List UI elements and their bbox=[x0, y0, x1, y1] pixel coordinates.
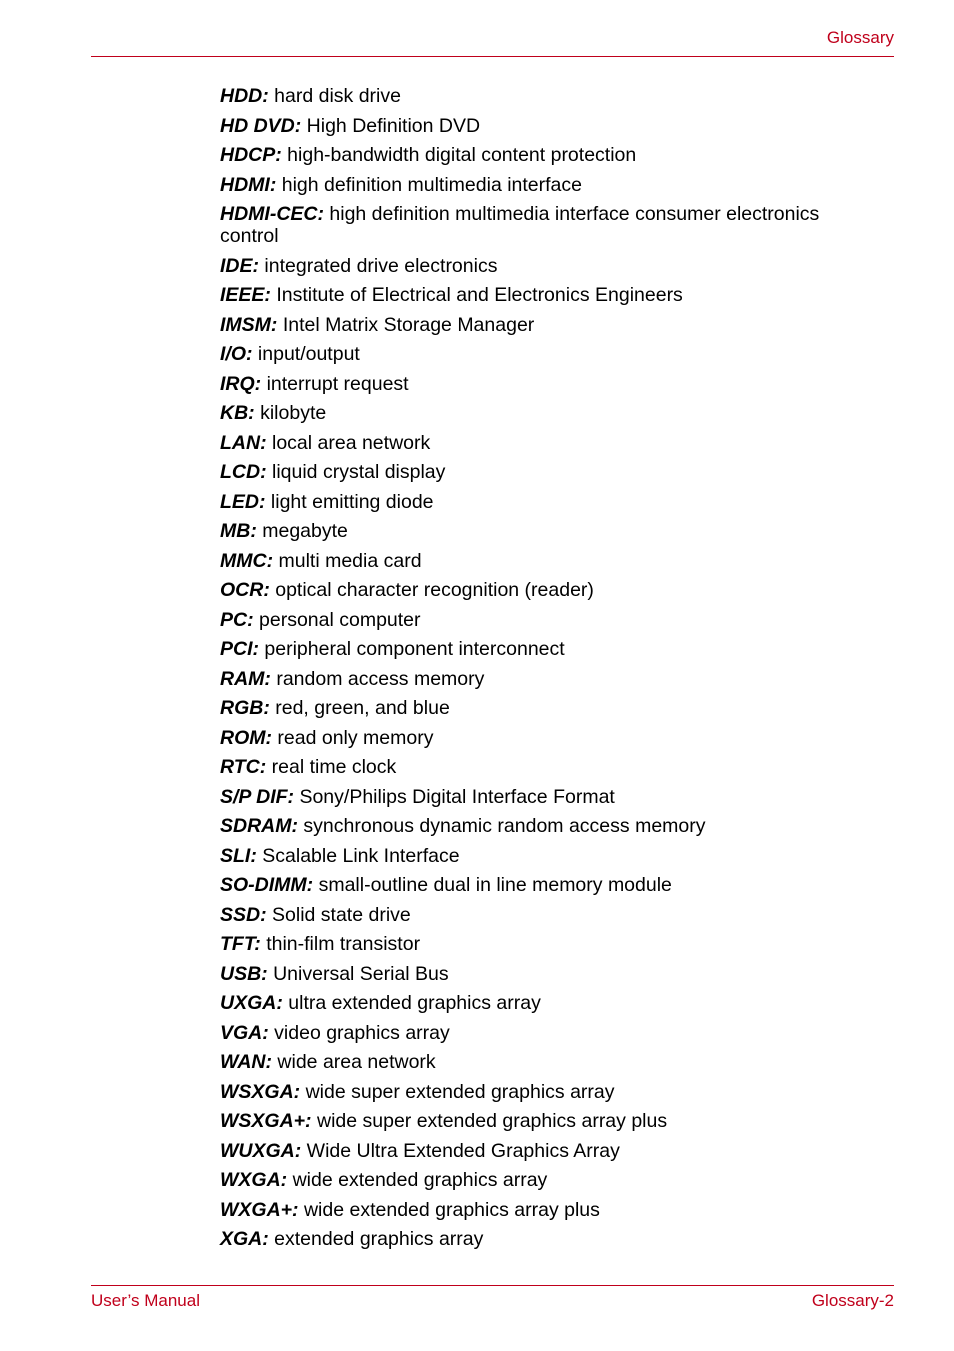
footer-page-number: Glossary-2 bbox=[811, 1291, 894, 1310]
glossary-entry bbox=[220, 550, 860, 572]
glossary-term: MMC: bbox=[220, 549, 274, 572]
glossary-definition: wide super extended graphics array plus bbox=[311, 1110, 668, 1132]
glossary-entry bbox=[220, 144, 860, 166]
glossary-definition: wide super extended graphics array bbox=[300, 1080, 615, 1103]
glossary-term: TFT: bbox=[220, 933, 261, 955]
glossary-entry bbox=[220, 697, 860, 719]
glossary-entry bbox=[220, 174, 860, 196]
glossary-entry bbox=[220, 115, 860, 137]
glossary-term: USB: bbox=[220, 962, 268, 985]
glossary-entry bbox=[220, 314, 860, 336]
glossary-entry bbox=[220, 1022, 860, 1044]
glossary-entry bbox=[220, 1199, 860, 1221]
footer-manual-title: User’s Manual bbox=[91, 1291, 200, 1310]
glossary-definition: multi media card bbox=[273, 549, 422, 572]
glossary-term: KB: bbox=[220, 402, 255, 424]
glossary-definition: integrated drive electronics bbox=[259, 254, 498, 277]
glossary-definition: extended graphics array bbox=[268, 1228, 484, 1250]
glossary-term: PC: bbox=[220, 608, 254, 631]
glossary-entry bbox=[220, 85, 860, 107]
glossary-entry bbox=[220, 579, 860, 601]
footer-divider bbox=[91, 1285, 894, 1286]
glossary-term: MB: bbox=[220, 520, 257, 542]
glossary-definition: red, green, and blue bbox=[269, 697, 450, 719]
glossary-term: WXGA+: bbox=[220, 1198, 299, 1221]
glossary-entry bbox=[220, 609, 860, 631]
glossary-definition: Institute of Electrical and Electronics Engineers bbox=[270, 284, 683, 306]
glossary-term: ROM: bbox=[220, 726, 272, 749]
header-divider bbox=[91, 56, 894, 57]
glossary-definition: read only memory bbox=[272, 726, 434, 749]
glossary-term: IDE: bbox=[220, 254, 259, 277]
glossary-definition: Scalable Link Interface bbox=[256, 844, 460, 867]
glossary-definition: high-bandwidth digital content protection bbox=[281, 144, 637, 166]
glossary-entry bbox=[220, 203, 860, 247]
glossary-definition: kilobyte bbox=[254, 402, 327, 424]
glossary-entry bbox=[220, 1081, 860, 1103]
glossary-term: LCD: bbox=[220, 461, 267, 483]
glossary-entry bbox=[220, 874, 860, 896]
glossary-term: SLI: bbox=[220, 844, 257, 867]
glossary-definition: local area network bbox=[266, 431, 431, 454]
glossary-term: HD DVD: bbox=[220, 114, 302, 137]
glossary-definition: interrupt request bbox=[261, 372, 409, 395]
glossary-definition: Sony/Philips Digital Interface Format bbox=[294, 785, 615, 808]
glossary-term: WUXGA: bbox=[220, 1139, 302, 1162]
glossary-term: HDMI: bbox=[220, 173, 277, 196]
glossary-term: S/P DIF: bbox=[220, 785, 295, 808]
glossary-definition: wide extended graphics array bbox=[287, 1169, 548, 1191]
glossary-definition: peripheral component interconnect bbox=[259, 638, 565, 660]
glossary-definition: Wide Ultra Extended Graphics Array bbox=[301, 1139, 620, 1162]
glossary-entry bbox=[220, 904, 860, 926]
glossary-term: IEEE: bbox=[220, 284, 271, 306]
glossary-term: WSXGA+: bbox=[220, 1110, 312, 1132]
glossary-definition: random access memory bbox=[270, 667, 485, 690]
glossary-term: SO-DIMM: bbox=[220, 874, 314, 896]
glossary-entry bbox=[220, 845, 860, 867]
glossary-term: WSXGA: bbox=[220, 1080, 301, 1103]
glossary-term: LED: bbox=[220, 490, 266, 513]
glossary-term: HDCP: bbox=[220, 144, 282, 166]
glossary-definition: Solid state drive bbox=[266, 903, 411, 926]
glossary-list bbox=[220, 85, 860, 1258]
glossary-definition: high definition multimedia interface consumer electronics control bbox=[220, 203, 820, 247]
glossary-definition: Universal Serial Bus bbox=[267, 962, 449, 985]
glossary-entry bbox=[220, 933, 860, 955]
glossary-term: UXGA: bbox=[220, 992, 283, 1014]
glossary-definition: wide area network bbox=[272, 1051, 436, 1073]
glossary-term: HDMI-CEC: bbox=[220, 203, 324, 225]
page-header-title: Glossary bbox=[826, 28, 894, 47]
glossary-term: WXGA: bbox=[220, 1169, 288, 1191]
glossary-entry bbox=[220, 432, 860, 454]
glossary-definition: personal computer bbox=[253, 608, 421, 631]
glossary-entry bbox=[220, 1110, 860, 1132]
glossary-entry bbox=[220, 668, 860, 690]
glossary-entry bbox=[220, 491, 860, 513]
glossary-term: RAM: bbox=[220, 667, 271, 690]
glossary-term: IRQ: bbox=[220, 372, 262, 395]
glossary-term: IMSM: bbox=[220, 313, 278, 336]
glossary-term: SSD: bbox=[220, 903, 267, 926]
glossary-entry bbox=[220, 373, 860, 395]
glossary-entry bbox=[220, 1051, 860, 1073]
glossary-entry bbox=[220, 1169, 860, 1191]
glossary-term: XGA: bbox=[220, 1228, 269, 1250]
glossary-entry bbox=[220, 461, 860, 483]
glossary-entry bbox=[220, 284, 860, 306]
glossary-definition: megabyte bbox=[256, 520, 348, 542]
glossary-definition: video graphics array bbox=[268, 1021, 450, 1044]
glossary-entry bbox=[220, 992, 860, 1014]
glossary-definition: optical character recognition (reader) bbox=[269, 579, 594, 601]
glossary-term: HDD: bbox=[220, 85, 269, 107]
glossary-term: I/O: bbox=[220, 343, 253, 365]
glossary-definition: high definition multimedia interface bbox=[276, 173, 582, 196]
glossary-term: SDRAM: bbox=[220, 815, 298, 837]
glossary-definition: wide extended graphics array plus bbox=[298, 1198, 600, 1221]
glossary-definition: ultra extended graphics array bbox=[282, 992, 541, 1014]
glossary-term: OCR: bbox=[220, 579, 270, 601]
glossary-definition: High Definition DVD bbox=[301, 114, 481, 137]
glossary-entry bbox=[220, 786, 860, 808]
glossary-entry bbox=[220, 815, 860, 837]
glossary-definition: input/output bbox=[252, 343, 360, 365]
glossary-entry bbox=[220, 727, 860, 749]
glossary-entry bbox=[220, 520, 860, 542]
glossary-entry bbox=[220, 963, 860, 985]
glossary-term: LAN: bbox=[220, 431, 267, 454]
glossary-term: PCI: bbox=[220, 638, 259, 660]
glossary-entry bbox=[220, 343, 860, 365]
glossary-definition: small-outline dual in line memory module bbox=[313, 874, 672, 896]
glossary-definition: liquid crystal display bbox=[266, 461, 446, 483]
glossary-term: VGA: bbox=[220, 1021, 269, 1044]
glossary-definition: real time clock bbox=[266, 756, 397, 778]
glossary-term: RGB: bbox=[220, 697, 270, 719]
glossary-entry bbox=[220, 1228, 860, 1250]
glossary-entry bbox=[220, 1140, 860, 1162]
glossary-definition: thin-film transistor bbox=[260, 933, 421, 955]
glossary-entry bbox=[220, 402, 860, 424]
glossary-definition: Intel Matrix Storage Manager bbox=[277, 313, 535, 336]
glossary-entry bbox=[220, 255, 860, 277]
glossary-term: WAN: bbox=[220, 1051, 272, 1073]
glossary-term: RTC: bbox=[220, 756, 267, 778]
glossary-entry bbox=[220, 756, 860, 778]
glossary-definition: light emitting diode bbox=[265, 490, 434, 513]
glossary-definition: hard disk drive bbox=[268, 85, 401, 107]
glossary-entry bbox=[220, 638, 860, 660]
glossary-definition: synchronous dynamic random access memory bbox=[298, 815, 706, 837]
